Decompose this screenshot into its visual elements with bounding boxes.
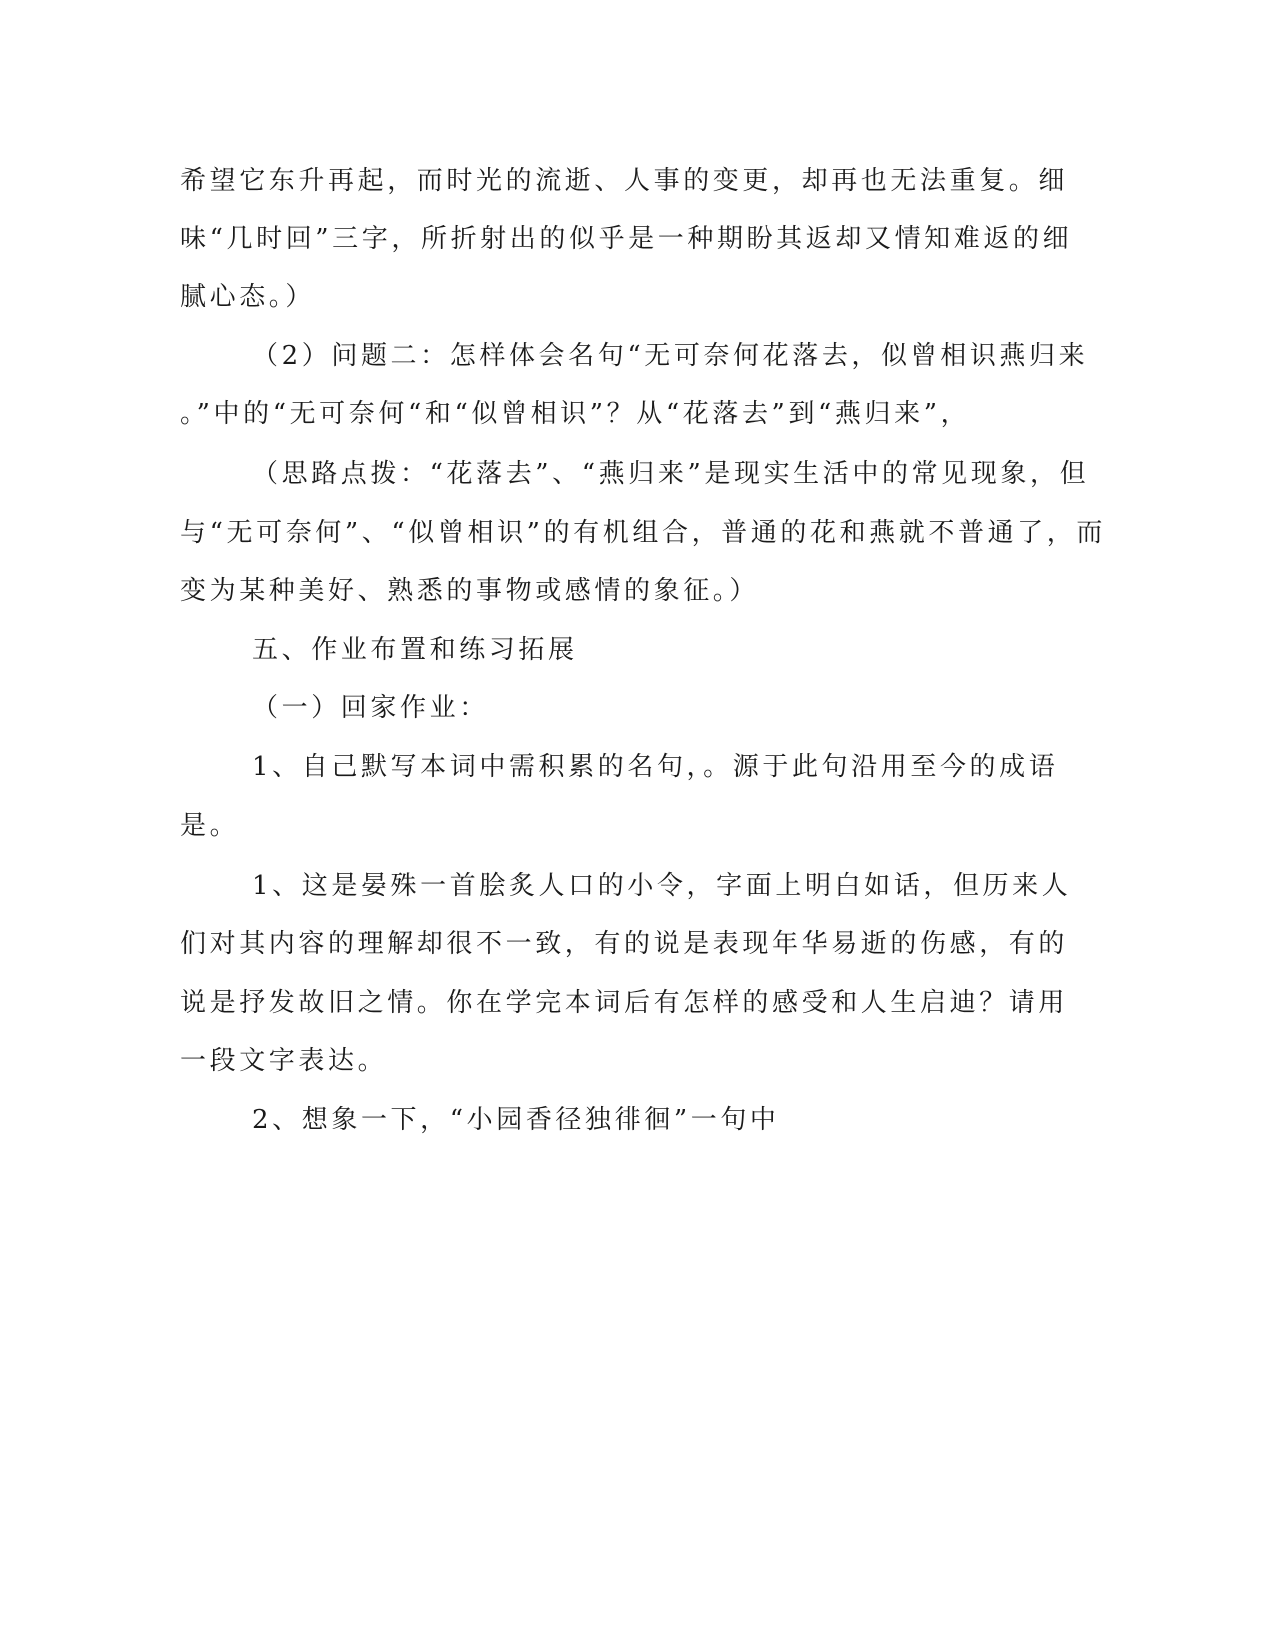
paragraph-line: 2、想象一下，“小园香径独徘徊”一句中: [252, 1105, 780, 1135]
paragraph-line: 是。: [180, 811, 240, 841]
paragraph-line: 说是抒发故旧之情。你在学完本词后有怎样的感受和人生启迪？请用: [180, 988, 1069, 1018]
subsection-heading: （一）回家作业：: [252, 693, 489, 723]
paragraph-line: 1、这是晏殊一首脍炙人口的小令，字面上明白如话，但历来人: [252, 871, 1072, 901]
paragraph-line: 希望它东升再起，而时光的流逝、人事的变更，却再也无法重复。细: [180, 166, 1069, 196]
paragraph-line: 一段文字表达。: [180, 1046, 388, 1076]
paragraph-line: （思路点拨：“花落去”、“燕归来”是现实生活中的常见现象，但: [252, 459, 1090, 489]
paragraph-line: 1、自己默写本词中需积累的名句，。源于此句沿用至今的成语: [252, 752, 1059, 782]
paragraph-line: 。”中的“无可奈何“和“似曾相识”？从“花落去”到“燕归来”，: [180, 399, 971, 429]
paragraph-line: 变为某种美好、熟悉的事物或感情的象征。）: [180, 576, 760, 606]
paragraph-line: 与“无可奈何”、“似曾相识”的有机组合，普通的花和燕就不普通了，而: [180, 518, 1106, 548]
paragraph-line: 们对其内容的理解却很不一致，有的说是表现年华易逝的伤感，有的: [180, 929, 1069, 959]
paragraph-line: 味“几时回”三字，所折射出的似乎是一种期盼其返却又情知难返的细: [180, 224, 1073, 254]
paragraph-line: （2）问题二：怎样体会名句“无可奈何花落去，似曾相识燕归来: [252, 341, 1089, 371]
paragraph-line: 腻心态。）: [180, 282, 316, 312]
section-heading: 五、作业布置和练习拓展: [252, 635, 578, 665]
